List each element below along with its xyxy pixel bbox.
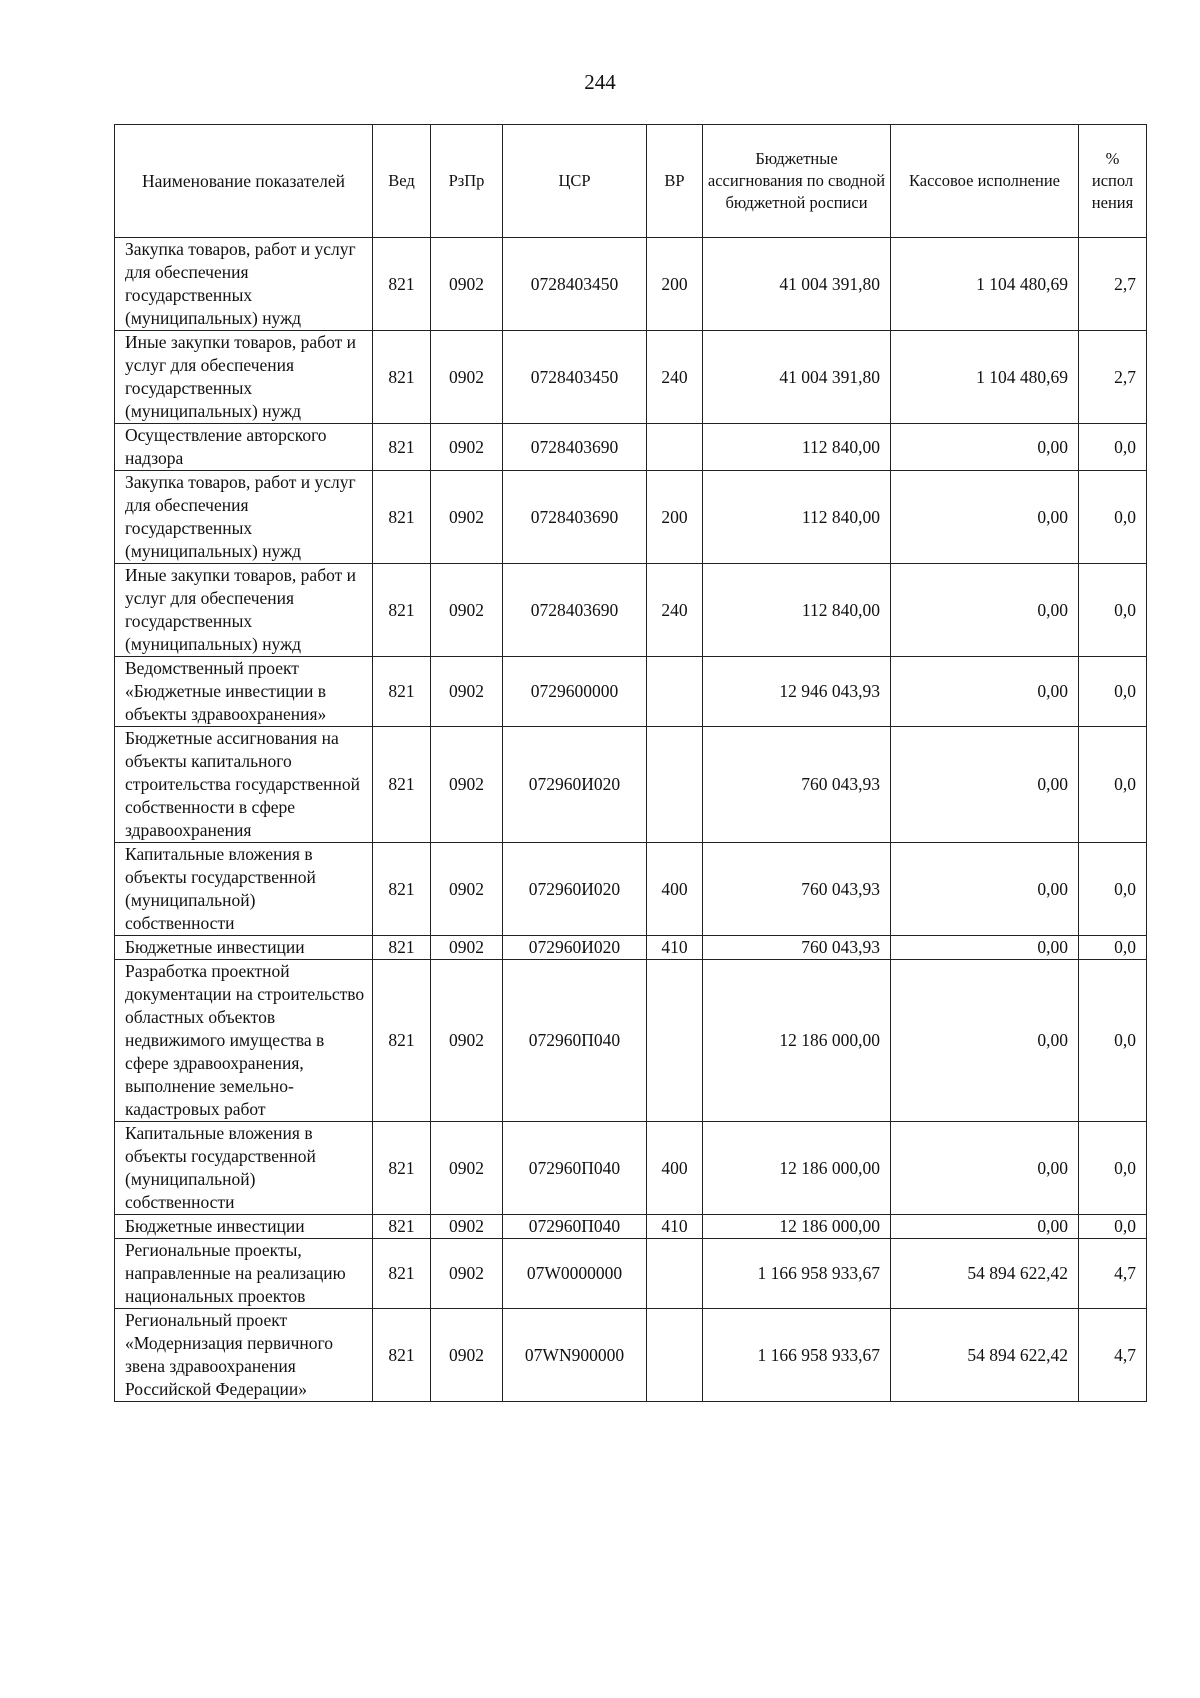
- row-cash: 0,00: [891, 936, 1079, 960]
- row-name: Бюджетные инвестиции: [115, 1215, 373, 1239]
- row-vr: 410: [647, 936, 703, 960]
- row-ved: 821: [373, 1215, 431, 1239]
- row-name: Региональный проект «Модернизация первичного звена здравоохранения Российской Федерации»: [115, 1309, 373, 1402]
- row-percent: 0,0: [1079, 843, 1147, 936]
- row-ved: 821: [373, 657, 431, 727]
- row-budget: 1 166 958 933,67: [703, 1309, 891, 1402]
- row-name: Закупка товаров, работ и услуг для обеспечения государственных (муниципальных) нужд: [115, 471, 373, 564]
- row-percent: 0,0: [1079, 960, 1147, 1122]
- table-row: [115, 1239, 1147, 1309]
- header-vr: ВР: [647, 125, 703, 238]
- row-rzpr: 0902: [431, 331, 503, 424]
- row-percent: 0,0: [1079, 424, 1147, 471]
- row-cash: 0,00: [891, 564, 1079, 657]
- header-rzpr: РзПр: [431, 125, 503, 238]
- table-row: [115, 1215, 1147, 1239]
- row-ved: 821: [373, 1239, 431, 1309]
- row-csr: 072960П040: [503, 960, 647, 1122]
- table-row: [115, 960, 1147, 1122]
- row-percent: 0,0: [1079, 564, 1147, 657]
- row-vr: [647, 1239, 703, 1309]
- row-budget: 12 186 000,00: [703, 1122, 891, 1215]
- row-rzpr: 0902: [431, 238, 503, 331]
- budget-table: [114, 124, 1147, 1402]
- row-ved: 821: [373, 936, 431, 960]
- row-rzpr: 0902: [431, 564, 503, 657]
- row-csr: 07W0000000: [503, 1239, 647, 1309]
- row-ved: 821: [373, 727, 431, 843]
- row-csr: 072960П040: [503, 1215, 647, 1239]
- table-row: [115, 1122, 1147, 1215]
- row-rzpr: 0902: [431, 727, 503, 843]
- row-budget: 112 840,00: [703, 471, 891, 564]
- row-cash: 0,00: [891, 727, 1079, 843]
- row-budget: 112 840,00: [703, 564, 891, 657]
- row-rzpr: 0902: [431, 657, 503, 727]
- header-name: Наименование показателей: [115, 125, 373, 238]
- row-csr: 072960И020: [503, 727, 647, 843]
- row-percent: 2,7: [1079, 238, 1147, 331]
- table-row: [115, 424, 1147, 471]
- row-budget: 41 004 391,80: [703, 331, 891, 424]
- row-vr: [647, 727, 703, 843]
- row-csr: 072960И020: [503, 843, 647, 936]
- row-vr: 410: [647, 1215, 703, 1239]
- row-csr: 0728403450: [503, 238, 647, 331]
- table-row: [115, 331, 1147, 424]
- row-csr: 0728403690: [503, 471, 647, 564]
- row-rzpr: 0902: [431, 960, 503, 1122]
- header-cash: Кассовое исполнение: [891, 125, 1079, 238]
- row-ved: 821: [373, 843, 431, 936]
- row-percent: 0,0: [1079, 1215, 1147, 1239]
- table-header-row: [115, 125, 1147, 238]
- row-cash: 0,00: [891, 424, 1079, 471]
- row-csr: 07WN900000: [503, 1309, 647, 1402]
- row-rzpr: 0902: [431, 1122, 503, 1215]
- header-budget: Бюджетные ассигнования по сводной бюджетной росписи: [703, 125, 891, 238]
- row-ved: 821: [373, 471, 431, 564]
- header-percent: % испол нения: [1079, 125, 1147, 238]
- row-vr: [647, 960, 703, 1122]
- row-name: Закупка товаров, работ и услуг для обеспечения государственных (муниципальных) нужд: [115, 238, 373, 331]
- row-cash: 0,00: [891, 471, 1079, 564]
- row-budget: 12 186 000,00: [703, 960, 891, 1122]
- row-ved: 821: [373, 424, 431, 471]
- row-budget: 1 166 958 933,67: [703, 1239, 891, 1309]
- row-name: Капитальные вложения в объекты государственной (муниципальной) собственности: [115, 1122, 373, 1215]
- row-vr: 200: [647, 471, 703, 564]
- row-ved: 821: [373, 960, 431, 1122]
- table-row: [115, 471, 1147, 564]
- row-name: Иные закупки товаров, работ и услуг для обеспечения государственных (муниципальных) нужд: [115, 331, 373, 424]
- table-row: [115, 727, 1147, 843]
- row-budget: 12 946 043,93: [703, 657, 891, 727]
- row-vr: 400: [647, 843, 703, 936]
- row-rzpr: 0902: [431, 1309, 503, 1402]
- table-row: [115, 1309, 1147, 1402]
- table-row: [115, 843, 1147, 936]
- row-name: Ведомственный проект «Бюджетные инвестиции в объекты здравоохранения»: [115, 657, 373, 727]
- row-ved: 821: [373, 238, 431, 331]
- row-rzpr: 0902: [431, 471, 503, 564]
- row-percent: 2,7: [1079, 331, 1147, 424]
- row-rzpr: 0902: [431, 936, 503, 960]
- row-csr: 072960И020: [503, 936, 647, 960]
- row-budget: 760 043,93: [703, 727, 891, 843]
- row-vr: [647, 424, 703, 471]
- row-cash: 54 894 622,42: [891, 1309, 1079, 1402]
- row-rzpr: 0902: [431, 843, 503, 936]
- row-rzpr: 0902: [431, 424, 503, 471]
- row-percent: 0,0: [1079, 727, 1147, 843]
- row-name: Бюджетные ассигнования на объекты капитального строительства государственной собственности в сфере здравоохранения: [115, 727, 373, 843]
- row-cash: 0,00: [891, 1122, 1079, 1215]
- row-percent: 4,7: [1079, 1309, 1147, 1402]
- row-name: Капитальные вложения в объекты государственной (муниципальной) собственности: [115, 843, 373, 936]
- row-name: Осуществление авторского надзора: [115, 424, 373, 471]
- row-budget: 760 043,93: [703, 936, 891, 960]
- row-cash: 0,00: [891, 1215, 1079, 1239]
- row-csr: 0728403690: [503, 564, 647, 657]
- row-cash: 0,00: [891, 657, 1079, 727]
- row-rzpr: 0902: [431, 1239, 503, 1309]
- row-percent: 4,7: [1079, 1239, 1147, 1309]
- row-budget: 760 043,93: [703, 843, 891, 936]
- row-name: Иные закупки товаров, работ и услуг для обеспечения государственных (муниципальных) нужд: [115, 564, 373, 657]
- row-ved: 821: [373, 1122, 431, 1215]
- row-cash: 1 104 480,69: [891, 331, 1079, 424]
- row-ved: 821: [373, 1309, 431, 1402]
- page-number: 244: [584, 70, 616, 94]
- row-csr: 0728403450: [503, 331, 647, 424]
- row-csr: 0728403690: [503, 424, 647, 471]
- row-name: Разработка проектной документации на строительство областных объектов недвижимого имущества в сфере здравоохранения, выполнение земельно-кадастровых работ: [115, 960, 373, 1122]
- row-csr: 072960П040: [503, 1122, 647, 1215]
- row-cash: 54 894 622,42: [891, 1239, 1079, 1309]
- row-budget: 112 840,00: [703, 424, 891, 471]
- row-percent: 0,0: [1079, 936, 1147, 960]
- row-percent: 0,0: [1079, 471, 1147, 564]
- row-cash: 0,00: [891, 843, 1079, 936]
- row-vr: [647, 657, 703, 727]
- table-row: [115, 238, 1147, 331]
- row-name: Региональные проекты, направленные на реализацию национальных проектов: [115, 1239, 373, 1309]
- table-row: [115, 936, 1147, 960]
- table-row: [115, 657, 1147, 727]
- header-csr: ЦСР: [503, 125, 647, 238]
- row-budget: 41 004 391,80: [703, 238, 891, 331]
- row-vr: [647, 1309, 703, 1402]
- row-budget: 12 186 000,00: [703, 1215, 891, 1239]
- header-ved: Вед: [373, 125, 431, 238]
- row-rzpr: 0902: [431, 1215, 503, 1239]
- row-cash: 0,00: [891, 960, 1079, 1122]
- table-row: [115, 564, 1147, 657]
- row-cash: 1 104 480,69: [891, 238, 1079, 331]
- row-percent: 0,0: [1079, 1122, 1147, 1215]
- row-vr: 400: [647, 1122, 703, 1215]
- row-name: Бюджетные инвестиции: [115, 936, 373, 960]
- row-vr: 200: [647, 238, 703, 331]
- row-percent: 0,0: [1079, 657, 1147, 727]
- row-ved: 821: [373, 564, 431, 657]
- row-vr: 240: [647, 564, 703, 657]
- row-vr: 240: [647, 331, 703, 424]
- row-csr: 0729600000: [503, 657, 647, 727]
- row-ved: 821: [373, 331, 431, 424]
